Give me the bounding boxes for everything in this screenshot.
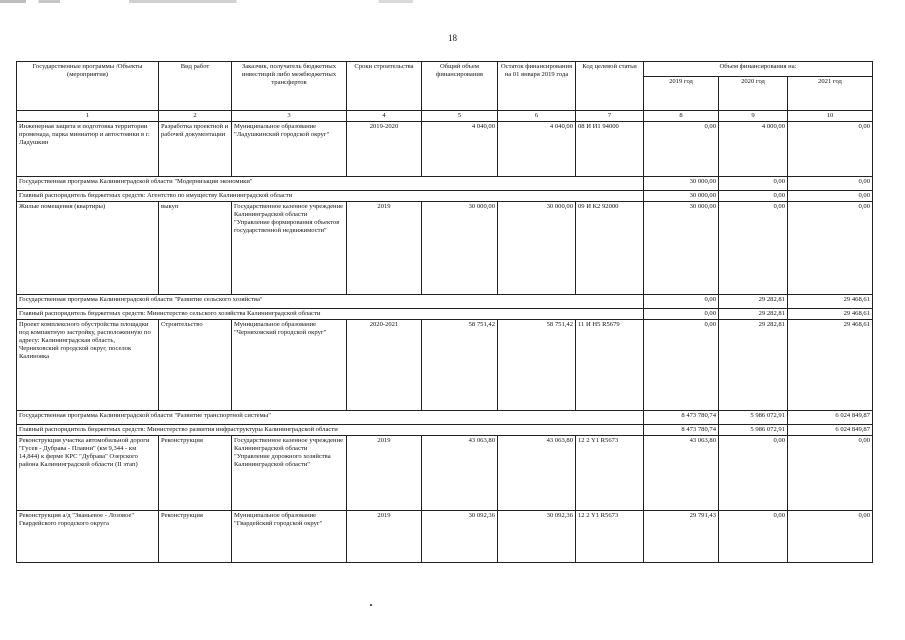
manager-row [17, 309, 873, 320]
object-name: Реконструкция участка автомобильной дороги "Гусев - Дубрава - Плавни" (км 9,344 - км 14,844) к ферме КРС "Дубрава" Озерского района Калининградской области (II этап) [17, 436, 159, 511]
funding-2020: 29 282,81 [719, 295, 788, 309]
funding-2020: 0,00 [719, 511, 788, 563]
column-numbers-row [17, 111, 873, 122]
program-title: Государственная программа Калининградской области "Развитие транспортной системы" [17, 411, 644, 425]
funding-2020: 5 986 072,91 [719, 425, 788, 436]
header-total: Общий объем финансирования [422, 62, 498, 111]
column-number: 9 [719, 111, 788, 122]
funding-2020: 29 282,81 [719, 320, 788, 411]
object-name: Реконструкция а/д "Званьевое - Лозовое" Гвардейского городского округа [17, 511, 159, 563]
program-row [17, 411, 873, 425]
funding-2021: 29 468,61 [788, 309, 873, 320]
column-number: 8 [644, 111, 719, 122]
funding-2020: 4 000,00 [719, 122, 788, 177]
funding-2019: 8 473 780,74 [644, 425, 719, 436]
object-name: Проект комплексного обустройства площадки под компактную застройку, расположенную по адресу: Калининградская область, Черняховский городской округ, поселок Калиновка [17, 320, 159, 411]
funding-2021: 29 468,61 [788, 320, 873, 411]
target-code: 12 2 Y1 R5673 [576, 511, 644, 563]
scan-speck [370, 604, 372, 606]
program-row [17, 295, 873, 309]
budget-manager: Главный распорядитель бюджетных средств: Министерство развития инфраструктуры Калининградской области [17, 425, 644, 436]
column-number: 3 [232, 111, 347, 122]
header-period: Сроки строительства [347, 62, 422, 111]
financing-remainder: 30 092,36 [498, 511, 576, 563]
customer: Муниципальное образование "Ладушкинский городской округ" [232, 122, 347, 177]
column-number: 4 [347, 111, 422, 122]
funding-2021: 0,00 [788, 122, 873, 177]
financing-remainder: 30 000,00 [498, 202, 576, 295]
construction-period: 2019-2020 [347, 122, 422, 177]
target-code: 09 И К2 92000 [576, 202, 644, 295]
column-number: 5 [422, 111, 498, 122]
funding-2021: 6 024 849,87 [788, 425, 873, 436]
construction-period: 2019 [347, 436, 422, 511]
header-program: Государственные программы /Объекты (мероприятия) [17, 62, 159, 111]
header-2021: 2021 год [788, 77, 873, 111]
funding-2021: 0,00 [788, 436, 873, 511]
funding-2021: 0,00 [788, 191, 873, 202]
total-financing: 30 092,36 [422, 511, 498, 563]
header-funding: Объем финансирования на: [644, 62, 873, 77]
funding-2020: 0,00 [719, 177, 788, 191]
header-2019: 2019 год [644, 77, 719, 111]
object-name: Инженерная защита и подготовка территории променада, парка миниатюр и автостоянки в г. Ладушкин [17, 122, 159, 177]
funding-2021: 0,00 [788, 511, 873, 563]
funding-2019: 43 063,80 [644, 436, 719, 511]
financing-remainder: 4 040,00 [498, 122, 576, 177]
financing-remainder: 58 751,42 [498, 320, 576, 411]
object-row [17, 202, 873, 295]
header-work-type: Вид работ [159, 62, 232, 111]
total-financing: 58 751,42 [422, 320, 498, 411]
budget-manager: Главный распорядитель бюджетных средств: Агентство по имуществу Калининградской области [17, 191, 644, 202]
total-financing: 30 000,00 [422, 202, 498, 295]
customer: Государственное казенное учреждение Калининградской области "Управление дорожного хозяйства Калининградской области" [232, 436, 347, 511]
funding-2019: 0,00 [644, 122, 719, 177]
program-row [17, 177, 873, 191]
construction-period: 2019 [347, 202, 422, 295]
funding-2021: 0,00 [788, 202, 873, 295]
object-row [17, 511, 873, 563]
column-number: 7 [576, 111, 644, 122]
target-code: 08 И И1 94000 [576, 122, 644, 177]
funding-2019: 30 000,00 [644, 177, 719, 191]
funding-2019: 30 000,00 [644, 191, 719, 202]
manager-row [17, 425, 873, 436]
funding-2021: 0,00 [788, 177, 873, 191]
scan-artifact [0, 0, 430, 3]
financing-remainder: 43 063,80 [498, 436, 576, 511]
header-remainder: Остаток финансирования на 01 января 2019 года [498, 62, 576, 111]
column-number: 6 [498, 111, 576, 122]
funding-2020: 0,00 [719, 202, 788, 295]
funding-2020: 0,00 [719, 191, 788, 202]
construction-period: 2019 [347, 511, 422, 563]
work-type: Строительство [159, 320, 232, 411]
column-number: 1 [17, 111, 159, 122]
customer: Государственное казенное учреждение Калининградской области "Управление формирования объектов государственной недвижимости" [232, 202, 347, 295]
funding-2019: 30 000,00 [644, 202, 719, 295]
target-code: 12 2 Y1 R5673 [576, 436, 644, 511]
column-number: 2 [159, 111, 232, 122]
object-name: Жилые помещения (квартиры) [17, 202, 159, 295]
program-title: Государственная программа Калининградской области "Развитие сельского хозяйства" [17, 295, 644, 309]
work-type: выкуп [159, 202, 232, 295]
page-number: 18 [448, 33, 457, 43]
column-number: 10 [788, 111, 873, 122]
work-type: Разработка проектной и рабочей документации [159, 122, 232, 177]
funding-2021: 6 024 849,87 [788, 411, 873, 425]
manager-row [17, 191, 873, 202]
header-2020: 2020 год [719, 77, 788, 111]
budget-manager: Главный распорядитель бюджетных средств: Министерство сельского хозяйства Калининградской области [17, 309, 644, 320]
funding-2019: 0,00 [644, 295, 719, 309]
funding-2019: 29 791,43 [644, 511, 719, 563]
work-type: Реконструкция [159, 436, 232, 511]
object-row [17, 320, 873, 411]
customer: Муниципальное образование "Черняховский городской округ" [232, 320, 347, 411]
funding-2021: 29 468,61 [788, 295, 873, 309]
funding-2020: 29 282,81 [719, 309, 788, 320]
construction-period: 2020-2021 [347, 320, 422, 411]
total-financing: 4 040,00 [422, 122, 498, 177]
total-financing: 43 063,80 [422, 436, 498, 511]
funding-2020: 5 986 072,91 [719, 411, 788, 425]
funding-2019: 8 473 780,74 [644, 411, 719, 425]
header-customer: Заказчик, получатель бюджетных инвестиций либо межбюджетных трансфертов [232, 62, 347, 111]
target-code: 11 И Н5 R5679 [576, 320, 644, 411]
object-row [17, 436, 873, 511]
object-row [17, 122, 873, 177]
customer: Муниципальное образование "Гвардейский городской округ" [232, 511, 347, 563]
header-code: Код целевой статьи [576, 62, 644, 111]
funding-2020: 0,00 [719, 436, 788, 511]
funding-2019: 0,00 [644, 320, 719, 411]
funding-2019: 0,00 [644, 309, 719, 320]
investment-table [16, 61, 873, 563]
work-type: Реконструкция [159, 511, 232, 563]
program-title: Государственная программа Калининградской области "Модернизация экономики" [17, 177, 644, 191]
